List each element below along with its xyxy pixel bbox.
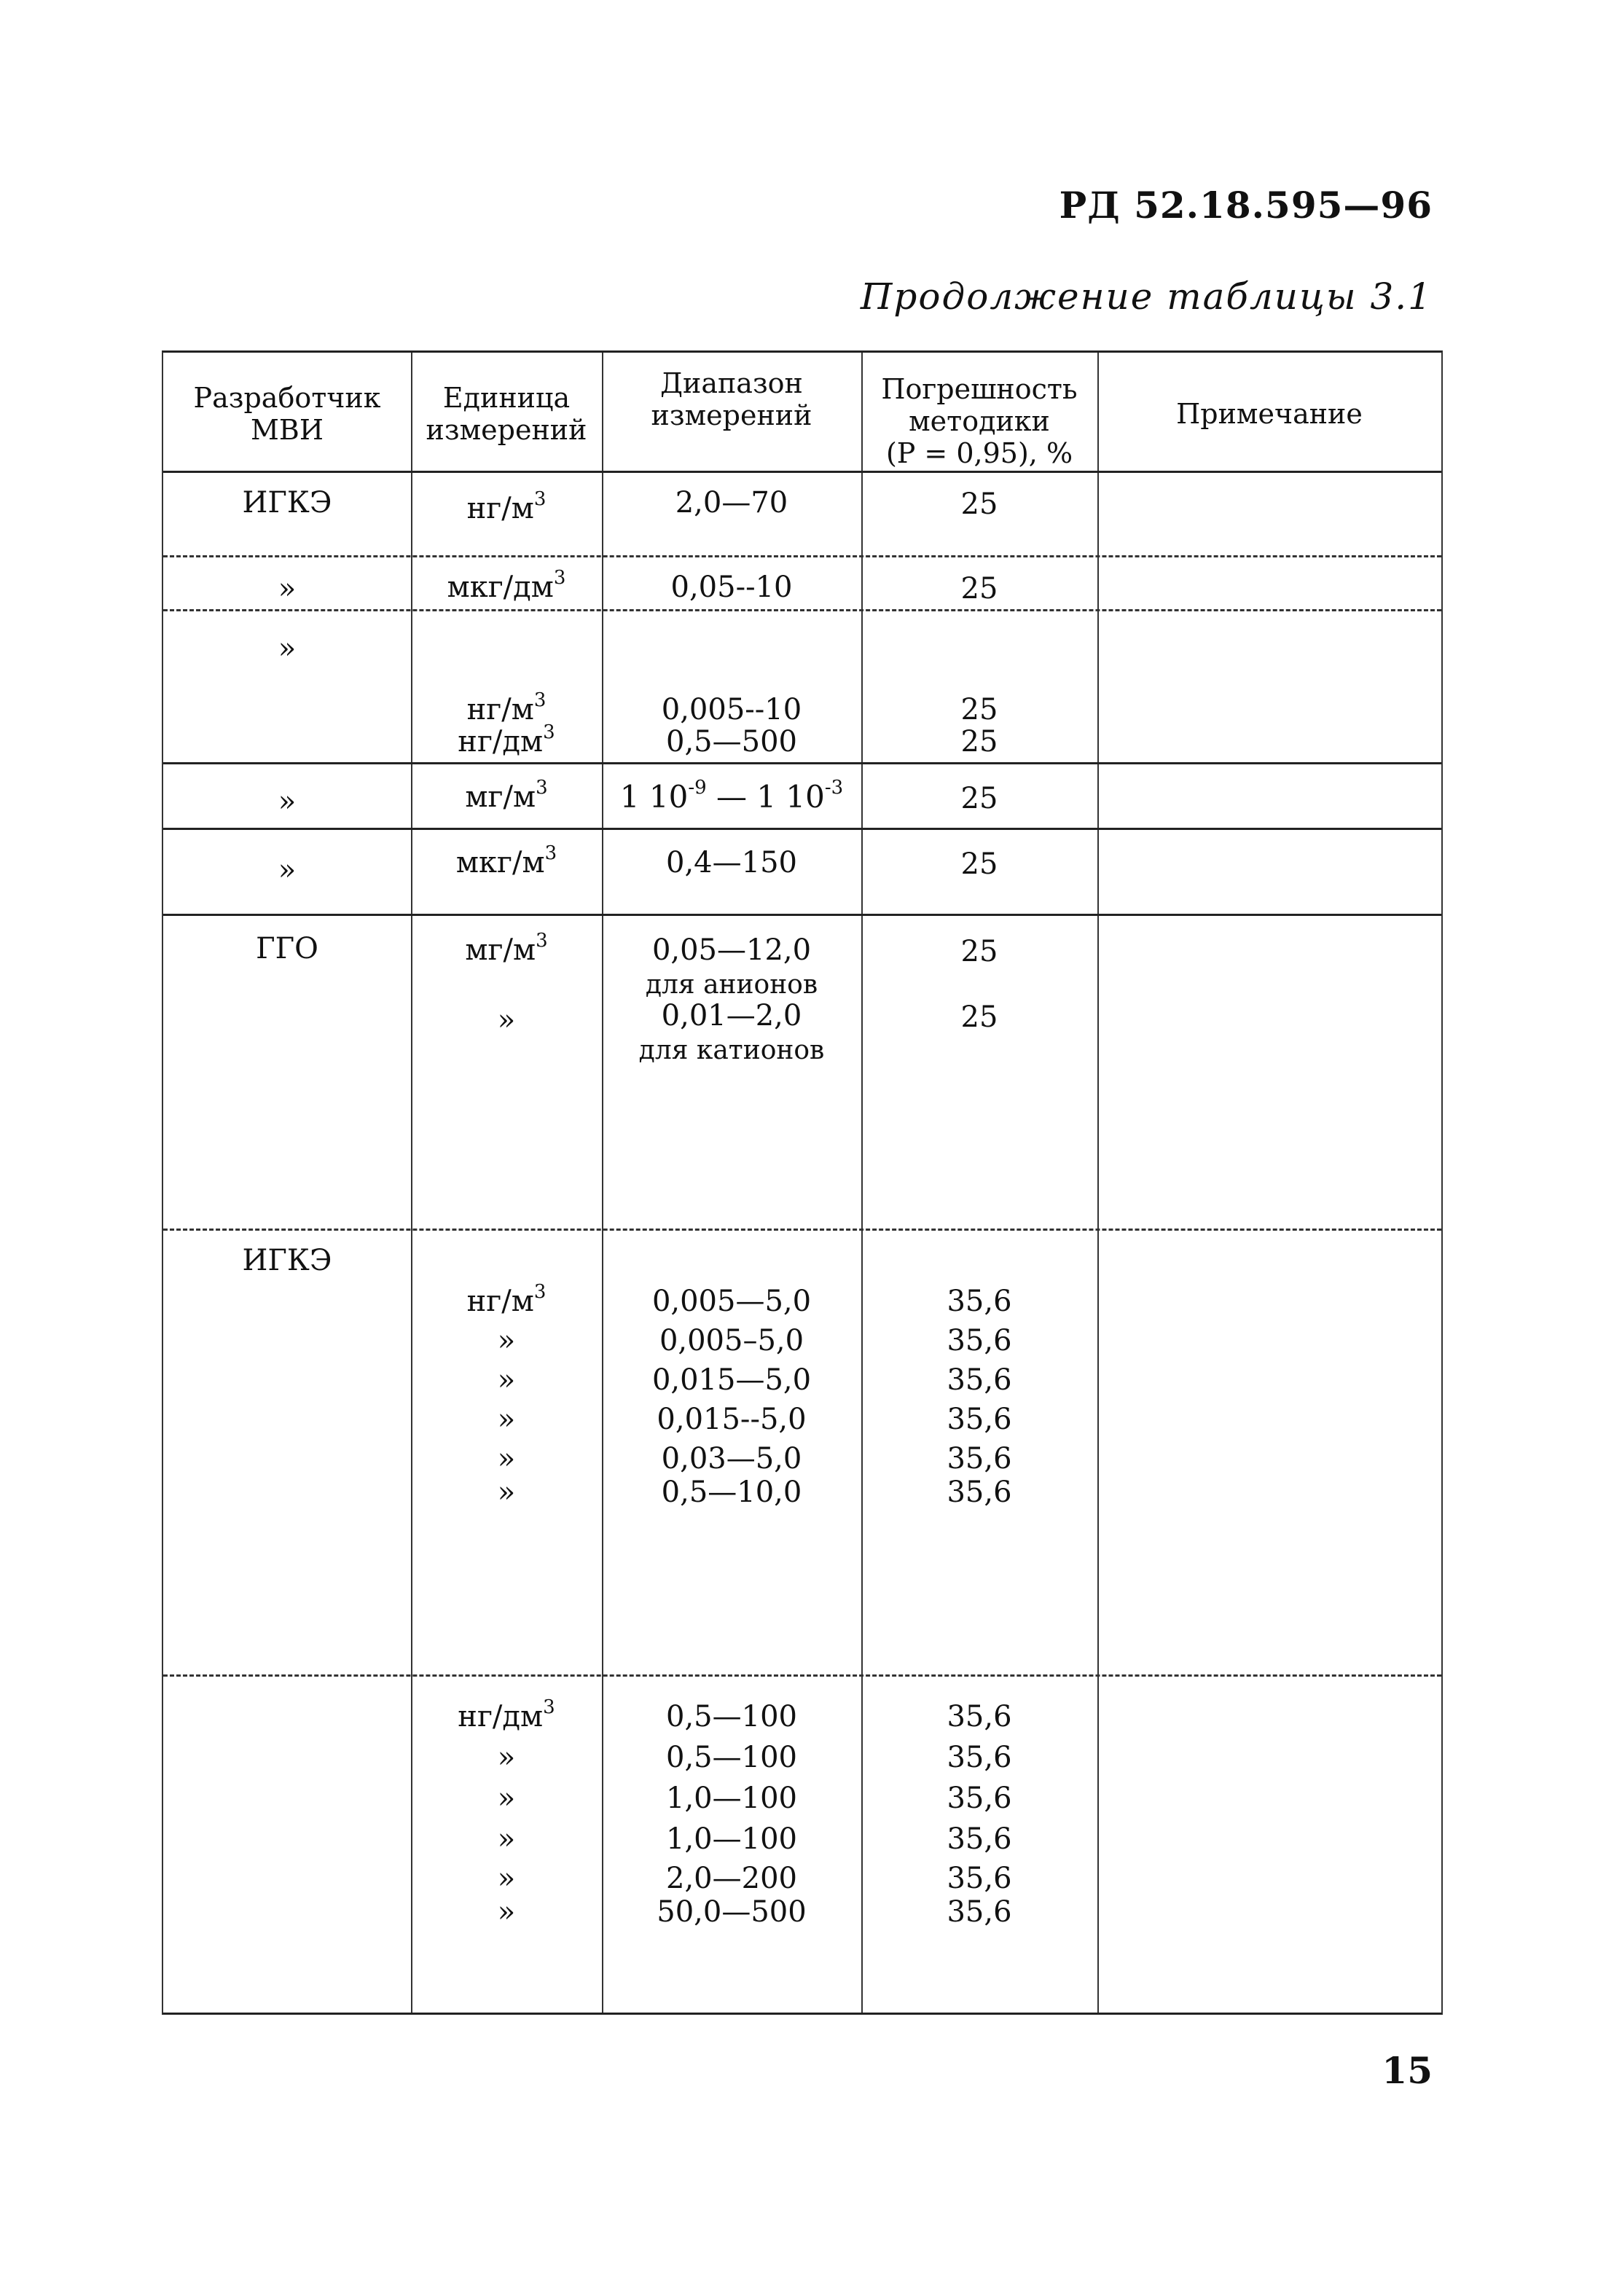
range-cell: 0,005--10 xyxy=(661,693,802,726)
header-note: Примечание xyxy=(1176,398,1363,430)
ditto-mark: » xyxy=(497,1822,516,1856)
error-cell: 35,6 xyxy=(947,1442,1012,1476)
range-cell: 0,5—10,0 xyxy=(661,1476,802,1509)
ditto-mark: » xyxy=(497,1782,516,1815)
row-divider xyxy=(163,914,1441,916)
range-cell: 0,5—100 xyxy=(666,1741,797,1774)
range-cell: 0,005–5,0 xyxy=(659,1324,804,1357)
document-code: РД 52.18.595—96 xyxy=(1059,184,1433,227)
unit-cell: мкг/$м^3$ xyxy=(455,842,557,879)
error-cell: 35,6 xyxy=(947,1895,1012,1929)
unit-cell: $нг/м^3$ xyxy=(466,689,547,726)
range-cell: 2,0—200 xyxy=(666,1862,797,1895)
error-cell: 25 xyxy=(960,782,998,815)
measurement-table xyxy=(162,350,1443,2015)
range-cell: 0,03—5,0 xyxy=(661,1442,802,1476)
range-cell: 2,0—70 xyxy=(675,486,788,520)
range-cell: 0,05--10 xyxy=(670,571,793,604)
error-cell: 25 xyxy=(960,572,998,606)
error-cell: 35,6 xyxy=(947,1363,1012,1397)
error-cell: 35,6 xyxy=(947,1324,1012,1357)
error-cell: 35,6 xyxy=(947,1285,1012,1318)
range-cell: 1 $10^{-9}$ — 1 $10^{-3}$ xyxy=(619,777,844,815)
row-divider xyxy=(163,1229,1441,1231)
error-cell: 25 xyxy=(960,1000,998,1034)
unit-cell: $мг/м^3$ xyxy=(465,929,548,967)
header-range: Диапазон измерений xyxy=(651,367,812,431)
range-cell: 1,0—100 xyxy=(666,1822,797,1856)
unit-cell: мкг/$дм^3$ xyxy=(447,566,566,604)
unit-cell: » xyxy=(497,1003,516,1037)
range-cell: 0,005—5,0 xyxy=(651,1285,812,1318)
error-cell: 35,6 xyxy=(947,1741,1012,1774)
row-divider xyxy=(163,471,1441,473)
error-cell: 35,6 xyxy=(947,1862,1012,1895)
ditto-mark: » xyxy=(497,1741,516,1774)
error-cell: 35,6 xyxy=(947,1476,1012,1509)
row-divider xyxy=(163,828,1441,830)
range-cell: 0,05—12,0 для анионов xyxy=(645,933,818,1000)
developer-cell: ИГКЭ xyxy=(242,486,332,520)
error-cell: 25 xyxy=(960,935,998,968)
error-cell: 25 xyxy=(960,725,998,759)
range-cell: 0,015—5,0 xyxy=(651,1363,812,1397)
error-cell: 25 xyxy=(960,847,998,881)
ditto-mark: » xyxy=(497,1895,516,1929)
ditto-mark: » xyxy=(278,632,297,665)
ditto-mark: » xyxy=(497,1862,516,1895)
unit-cell: $нг/дм^3$ xyxy=(458,1696,555,1733)
table-continuation-caption: Продолжение таблицы 3.1 xyxy=(860,275,1433,318)
range-cell: 0,5—500 xyxy=(666,725,797,759)
page-number: 15 xyxy=(1382,2049,1433,2092)
ditto-mark: » xyxy=(497,1442,516,1476)
error-cell: 25 xyxy=(960,487,998,521)
range-cell: 0,01—2,0 для катионов xyxy=(638,999,825,1065)
row-divider xyxy=(163,762,1441,764)
developer-cell: ИГКЭ xyxy=(242,1244,332,1277)
header-unit: Единица измерений xyxy=(426,382,587,446)
ditto-mark: » xyxy=(497,1363,516,1397)
row-divider xyxy=(163,555,1441,557)
ditto-mark: » xyxy=(278,572,297,606)
ditto-mark: » xyxy=(497,1324,516,1357)
unit-cell: $мг/м^3$ xyxy=(465,776,548,814)
range-cell: 0,5—100 xyxy=(666,1700,797,1733)
range-cell: 50,0—500 xyxy=(657,1895,807,1929)
row-divider xyxy=(163,1674,1441,1677)
ditto-mark: » xyxy=(278,853,297,887)
error-cell: 35,6 xyxy=(947,1782,1012,1815)
header-error: Погрешность методики (P = 0,95), % xyxy=(881,373,1078,469)
ditto-mark: » xyxy=(497,1403,516,1436)
error-cell: 35,6 xyxy=(947,1700,1012,1733)
developer-cell: ГГО xyxy=(256,932,318,965)
range-cell: 1,0—100 xyxy=(666,1782,797,1815)
unit-cell: $нг/м^3$ xyxy=(466,1280,547,1318)
column-divider xyxy=(1097,353,1099,2013)
error-cell: 25 xyxy=(960,693,998,726)
error-cell: 35,6 xyxy=(947,1403,1012,1436)
range-cell: 0,4—150 xyxy=(666,846,797,879)
range-cell: 0,015--5,0 xyxy=(657,1403,807,1436)
ditto-mark: » xyxy=(497,1476,516,1509)
header-developer: Разработчик МВИ xyxy=(193,382,381,446)
row-divider xyxy=(163,609,1441,611)
unit-cell: $нг/м^3$ xyxy=(466,487,547,525)
error-cell: 35,6 xyxy=(947,1822,1012,1856)
ditto-mark: » xyxy=(278,785,297,818)
unit-cell: $нг/дм^3$ xyxy=(458,721,555,759)
